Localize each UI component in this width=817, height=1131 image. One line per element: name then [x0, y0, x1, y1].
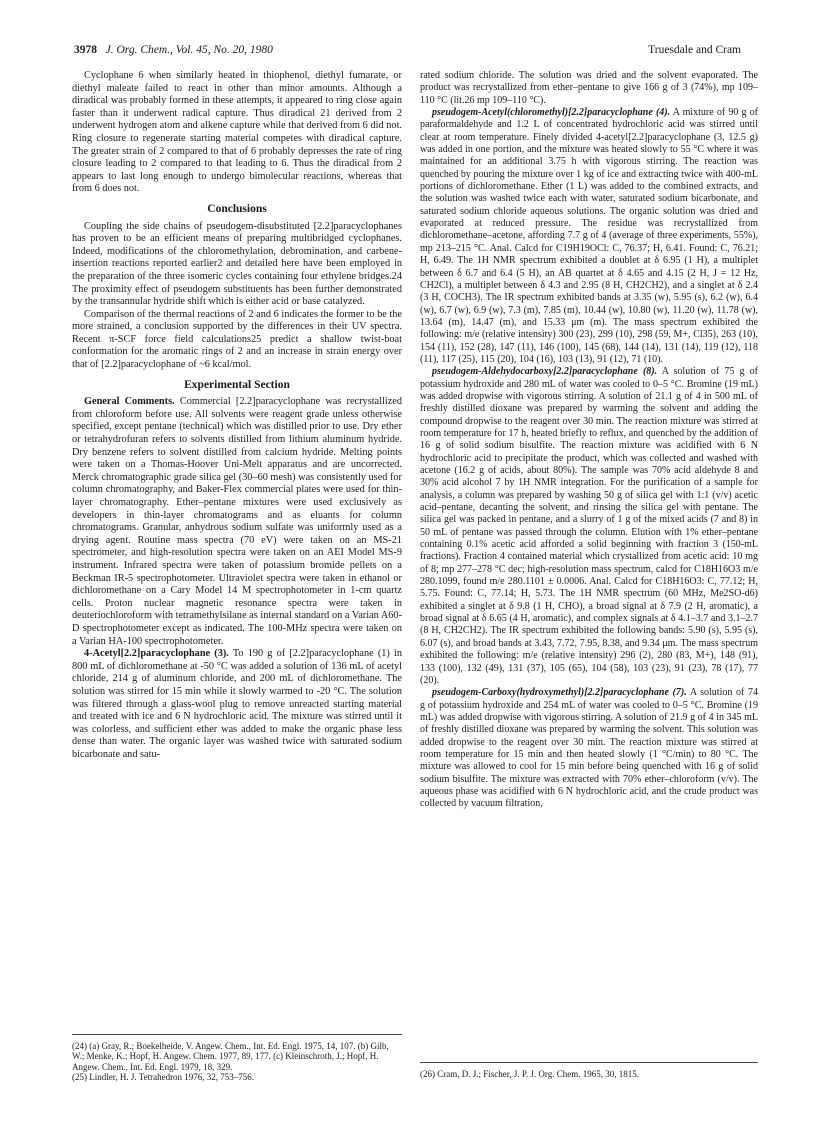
conclusions-paragraph-1: Coupling the side chains of pseudogem-disubstituted [2.2]paracyclophanes has proven to be an efficient means of preparing multibridged cyclophanes. Indeed, modifications of the chloromethylation, debromination, and carbene-insertion reactions reported earlier2 and detailed here have been employed in the preparation of the three isomeric cycles containing four ethylene bridges.24 The proximity effect of pseudogem substituents has been further demonstrated by the transannular hydride shift which is either acid or base catalyzed. [72, 220, 402, 308]
right-column [420, 70, 758, 811]
footnotes-left [72, 1034, 402, 1083]
intro-paragraph: Cyclophane 6 when similarly heated in thiophenol, diethyl fumarate, or diethyl maleate failed to react in other than minor amounts. Although a diradical was probably formed in these attempts, it appeared to ring close again faster than it underwent radical capture. Thus diradical 21 derived from 2 underwent hydrogen atom and alkene capture while that derived from 6 did not. Ring closure to regenerate starting material competes with diradical capture. The greater strain of 2 compared to that of 6 probably depresses the rate of ring closure leading to 2 compared to that leading to 6. Thus the diradical from 2 appears to last long enough to undergo bimolecular reactions, whereas that from 6 does not. [72, 70, 402, 195]
general-comments-title: General Comments. [84, 396, 175, 408]
chloromethyl-title: pseudogem-Acetyl(chloromethyl)[2.2]paracyclophane (4). [432, 107, 671, 119]
continuation-paragraph: rated sodium chloride. The solution was dried and the solvent evaporated. The product was recrystallized from ether–pentane to give 166 g of 3 (74%), mp 109–110 °C (lit.26 mp 109–110 °C). [420, 70, 758, 106]
header-authors: Truesdale and Cram [648, 44, 741, 56]
carboxy-title: pseudogem-Carboxy(hydroxymethyl)[2.2]paracyclophane (7). [432, 687, 687, 699]
experimental-heading: Experimental Section [184, 378, 290, 391]
journal-citation: J. Org. Chem., Vol. 45, No. 20, 1980 [105, 44, 273, 56]
conclusions-heading: Conclusions [207, 202, 267, 215]
aldehydo-text: A solution of 75 g of potassium hydroxide and 280 mL of water was cooled to 0–5 °C. Bromine (19 mL) was added dropwise with vigorous stirring. A solution of 21.1 g of 4 in 500 mL of freshly distilled dioxane was prepared by warming the solvent and adding the compound dropwise to the reagent over 30 min. The reaction mixture was stirred at room temperature for 17 h, heated briefly to reflux, and quenched by the addition of 16 g of solid sodium bisulfite. The reaction mixture was acidified with 6 N hydrochloric acid to precipitate the product, which was collected and washed with acetone (16.2 g of acids, about 80%). The sample was 70% acid aldehyde 8 and 30% acid alcohol 7 by 1H NMR integration. For the purification of a sample for analysis, a column was prepared by washing 50 g of silica gel with 1:1 (v/v) acetic acid–pentane, decanting the solvent, and rinsing the silica gel with pentane. The silica gel was packed in pentane, and a slurry of 1 g of the mixed acids (7 and 8) in 50 mL of pentane was passed through the column. Elution with 1% ether–pentane containing 0.1% acetic acid afforded a solid beginning with fraction 3 (150-mL fractions). Fraction 4 contained material which crystallized from acetic acid: 10 mg of 8; mp 277–278 °C dec; high-resolution mass spectrum, calcd for C18H16O3 m/e 280.1099, found m/e 280.1101 ± 0.0006. Anal. Calcd for C18H16O3: C, 77.12; H, 5.75. Found: C, 77.14; H, 5.73. The 1H NMR spectrum (60 MHz, Me2SO-d6) exhibited a singlet at δ 9.8 (1 H, CHO), a broad signal at δ 7.9 (2 H, aromatic), a broad signal at δ 6.65 (4 H, aromatic), and complex signals at δ 4.1–3.7 and 3.1–2.7 (8 H, CH2CH2). The IR spectrum exhibited the following bands: 5.90 (s), 5.95 (s), 6.07 (s), and broad bands at 3.43, 7.72, 7.95, 8.38, and 9.34 μm. The mass spectrum exhibited the following: m/e (relative intensity) 296 (2), 280 (83, M+), 148 (91), 133 (100), 132 (49), 131 (37), 105 (65), 104 (58), 103 (23), 91 (23), 78 (17), 77 (20). [420, 366, 758, 686]
acetyl-title: 4-Acetyl[2.2]paracyclophane (3). [84, 648, 229, 660]
page-number: 3978 [74, 44, 97, 56]
footnotes-right [420, 1062, 758, 1079]
chloromethyl-paragraph [420, 107, 758, 366]
carboxy-text: A solution of 74 g of potassium hydroxide and 254 mL of water was cooled to 0–5 °C. Bromine (19 mL) was added dropwise with vigorous stirring. A solution of 21.9 g of 4 in 345 mL of freshly distilled dioxane was prepared by warming the solvent. This solution was added dropwise to the reagent over 30 min. The reaction mixture was stirred at room temperature for 15 min and then heated slowly (1 °C/min) to 80 °C. The mixture was allowed to cool for 15 min before being quenched with 16 g of solid sodium bisulfite. The mixture was extracted with 70% ether–chloroform (v/v). The aqueous phase was acidified with 6 N hydrochloric acid, and the crude product was collected by vacuum filtration, [420, 687, 758, 810]
general-comments-text: Commercial [2.2]paracyclophane was recrystallized from chloroform before use. All solvents were reagent grade unless otherwise specified, except pentane (technical) which was distilled prior to use. Dry ether or tetrahydrofuran refers to solvents distilled from lithium aluminum hydride. Dry benzene refers to solvent distilled from calcium hydride. Melting points were taken on a Thomas-Hoover Uni-Melt apparatus and are uncorrected. Merck chromatographic grade silica gel (30–60 mesh) was consistently used for column chromatography, and Baker-Flex commercial plates were used for thin-layer chromatography. Ether–pentane mixtures were used exclusively as developers in thin-layer chromatograms and as eluants for column chromatograms. Granular, anhydrous sodium sulfate was uniformly used as a drying agent. Routine mass spectra (70 eV) were taken on an MS-21 spectrometer, and high-resolution spectra were taken on an AEI Model MS-9 instrument. Infrared spectra were taken of potassium bromide pellets on a Beckman IR-5 spectrophotometer. Ultraviolet spectra were taken in ethanol or dichloromethane on a Cary Model 14 M spectrophotometer in 1-cm quartz cells. Proton nuclear magnetic resonance spectra were taken in deuteriochloroform with tetramethylsilane as internal standard on a Varian A60-D spectrophotometer except as indicated. The 100-MHz spectra were taken on a Varian HA-100 spectrophotometer. [72, 396, 403, 647]
footnote-24: (24) (a) Gray, R.; Boekelheide, V. Angew. Chem., Int. Ed. Engl. 1975, 14, 107. (b) Gilb, W.; Menke, K.; Hopf, H. Angew. Chem. 1977, 89, 177. (c) Kleinschroth, J.; Hopf, H. Angew. Chem., Int. Ed. Engl. 1979, 18, 329. [72, 1041, 389, 1072]
carboxy-paragraph [420, 687, 758, 810]
general-comments-paragraph [72, 396, 402, 648]
conclusions-paragraph-2: Comparison of the thermal reactions of 2 and 6 indicates the former to be the more strained, a conclusion supported by the differences in their UV spectra. Recent π-SCF force field calculations25 predict a shallow twist-boat conformation for the aromatic rings of 2 and an increase in strain energy over that of [2.2]paracyclophane of ~6 kcal/mol. [72, 308, 402, 371]
aldehydo-title: pseudogem-Aldehydocarboxy[2.2]paracyclophane (8). [432, 366, 658, 378]
running-header [74, 44, 741, 60]
footnote-25: (25) Lindler, H. J. Tetrahedron 1976, 32, 753–756. [72, 1072, 255, 1083]
acetyl-paragraph [72, 648, 402, 761]
aldehydo-paragraph [420, 366, 758, 687]
acetyl-text: To 190 g of [2.2]paracyclophane (1) in 800 mL of dichloromethane at -50 °C was added a solution of 136 mL of acetyl chloride, 214 g of aluminum chloride, and 200 mL of dichloromethane. The solution was stirred for 15 min while it slowly warmed to -20 °C. The solution was filtered through a glass-wool plug to remove unreacted starting material and treated with ice and 6 N hydrochloric acid. The mixture was stirred until it was colorless, and sufficient ether was added to make the organic phase less dense than water. The organic layer was washed twice with saturated sodium bicarbonate and satu- [72, 648, 402, 760]
chloromethyl-text: A mixture of 90 g of paraformaldehyde and 1.2 L of concentrated hydrochloric acid was stirred until clear at room temperature. Finely divided 4-acetyl[2.2]paracyclophane (3, 12.5 g) was added in one portion, and the mixture was heated slowly to 55 °C where it was maintained for an additional 3.75 h with vigorous stirring. The reaction was quenched by pouring the mixture over 1 kg of ice and extracting twice with 400-mL portions of dichloromethane. Ether (1 L) was added to the combined extracts, and the solution was washed twice each with water, saturated sodium bicarbonate, and saturated sodium chloride aqueous solutions. The organic solution was dried and evaporated at reduced pressure. The residue was recrystallized from dichloromethane–acetone, affording 7.7 g of 4 (average of three experiments, 55%), mp 213–215 °C. Anal. Calcd for C19H19OCl: C, 76.37; H, 6.41. Found: C, 76.21; H, 6.49. The 1H NMR spectrum exhibited a doublet at δ 6.95 (1 H), a multiplet between δ 6.7 and 6.4 (5 H), an AB quartet at δ 4.65 and 4.15 (2 H, J = 12 Hz, CH2Cl), a multiplet between δ 4.3 and 2.95 (8 H, CH2CH2), and a singlet at δ 2.4 (3 H, COCH3). The IR spectrum exhibited bands at 3.35 (w), 5.95 (s), 6.2 (w), 6.4 (w), 6.7 (w), 6.9 (w), 7.3 (m), 7.85 (m), 10.44 (w), 10.80 (w), 11.20 (w), 11.78 (w), 13.64 (m), 14.47 (m), and 15.33 μm (m). The mass spectrum exhibited the following: m/e (relative intensity) 300 (23), 299 (10), 298 (59, M+, Cl35), 263 (10), 154 (11), 152 (28), 147 (11), 146 (100), 145 (68), 144 (14), 131 (14), 119 (12), 118 (11), 117 (25), 115 (20), 104 (16), 103 (13), 91 (12), 71 (10). [420, 107, 758, 365]
left-column [72, 70, 402, 761]
header-left [74, 44, 273, 56]
footnote-26: (26) Cram, D. J.; Fischer, J. P. J. Org. Chem. 1965, 30, 1815. [420, 1069, 639, 1079]
